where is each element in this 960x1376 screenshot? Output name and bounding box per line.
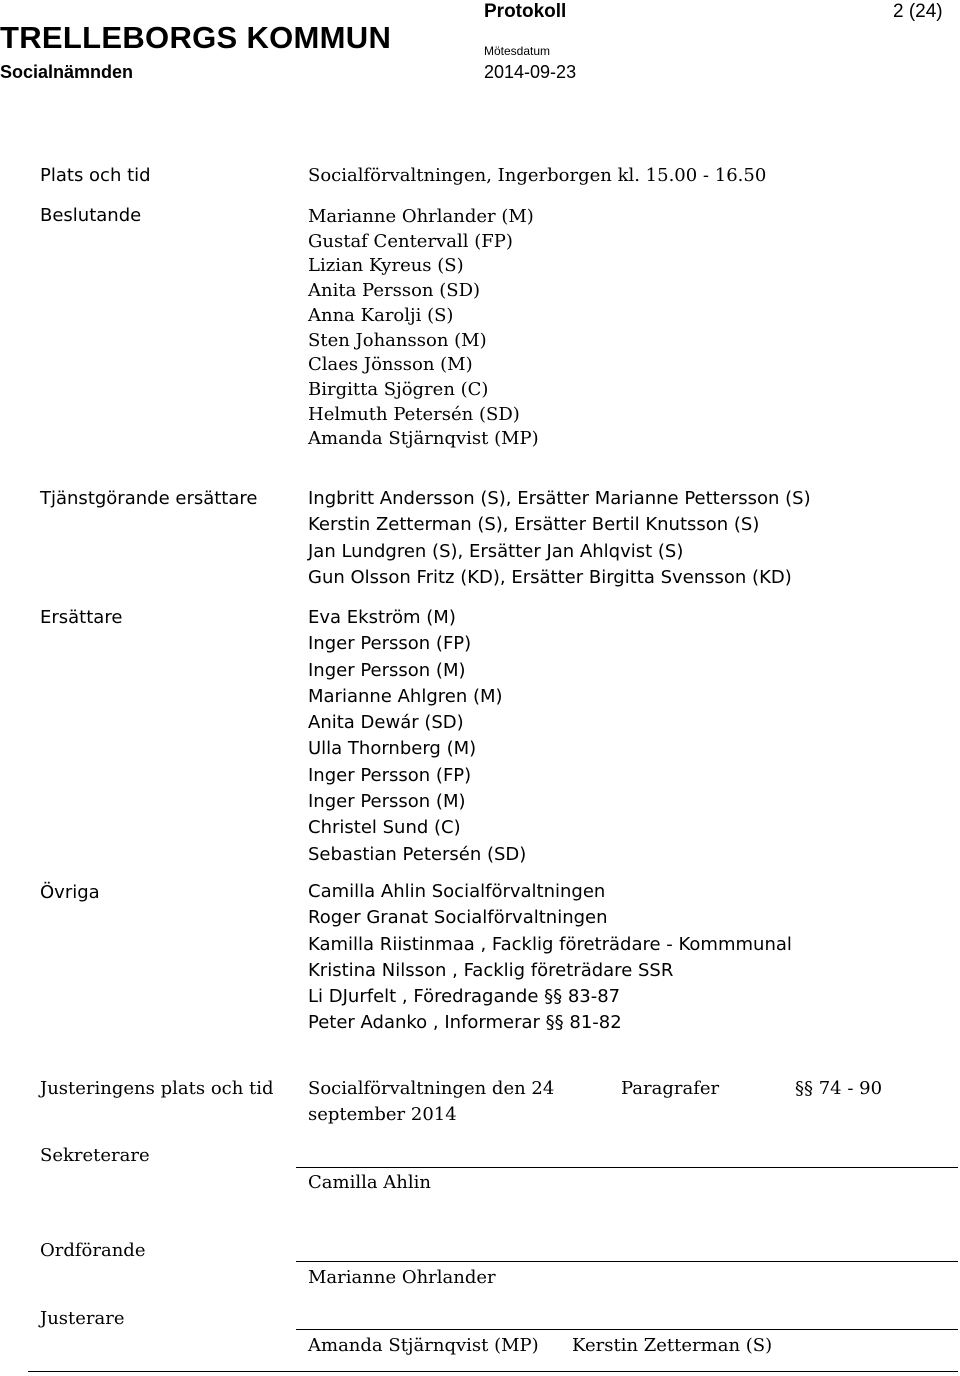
list-item: Camilla Ahlin Socialförvaltningen: [308, 881, 606, 902]
justering-place-line2: september 2014: [308, 1104, 457, 1125]
list-item: Jan Lundgren (S), Ersätter Jan Ahlqvist (S): [308, 540, 684, 562]
list-item: Inger Persson (FP): [308, 764, 472, 786]
paragrafer-value: §§ 74 - 90: [795, 1078, 883, 1099]
list-item: Ingbritt Andersson (S), Ersätter Marianne Pettersson (S): [308, 488, 811, 509]
list-item: Anita Dewár (SD): [308, 712, 464, 734]
list-item: Kristina Nilsson , Facklig företrädare SSR: [308, 959, 674, 981]
justerare-label: Justerare: [40, 1308, 125, 1329]
justerare-signature-line: [296, 1329, 958, 1330]
ordforande-label: Ordförande: [40, 1240, 146, 1261]
tjanstgorande-ersattare-list: [308, 486, 811, 591]
list-item: Inger Persson (FP): [308, 633, 472, 655]
list-item: Helmuth Petersén (SD): [308, 403, 520, 425]
list-item: Marianne Ahlgren (M): [308, 685, 503, 707]
list-item: Christel Sund (C): [308, 817, 461, 839]
justerare-name-2: Kerstin Zetterman (S): [572, 1335, 773, 1356]
list-item: Sten Johansson (M): [308, 329, 487, 351]
organization-name: TRELLEBORGS KOMMUN: [0, 20, 392, 55]
list-item: Marianne Ohrlander (M): [308, 206, 534, 227]
list-item: Eva Ekström (M): [308, 607, 456, 628]
list-item: Ulla Thornberg (M): [308, 738, 477, 760]
justering-label: Justeringens plats och tid: [40, 1078, 274, 1099]
sekreterare-label: Sekreterare: [40, 1145, 150, 1166]
ovriga-label: Övriga: [40, 882, 100, 903]
list-item: Li DJurfelt , Föredragande §§ 83-87: [308, 986, 621, 1008]
sekreterare-name: Camilla Ahlin: [308, 1172, 431, 1193]
list-item: Lizian Kyreus (S): [308, 255, 464, 277]
ordforande-name: Marianne Ohrlander: [308, 1267, 496, 1288]
list-item: Anita Persson (SD): [308, 280, 481, 302]
page-number: 2 (24): [893, 1, 943, 22]
beslutande-label: Beslutande: [40, 205, 142, 226]
meeting-date-label: Mötesdatum: [484, 44, 551, 58]
plats-och-tid-value: Socialförvaltningen, Ingerborgen kl. 15.00 - 16.50: [308, 165, 767, 186]
ovriga-list: [308, 879, 792, 1037]
list-item: Inger Persson (M): [308, 659, 466, 681]
list-item: Amanda Stjärnqvist (MP): [308, 428, 539, 450]
paragrafer-label: Paragrafer: [621, 1078, 720, 1099]
list-item: Gustaf Centervall (FP): [308, 230, 513, 252]
meeting-date: 2014-09-23: [484, 62, 577, 82]
ersattare-label: Ersättare: [40, 607, 123, 628]
list-item: Claes Jönsson (M): [308, 354, 473, 376]
list-item: Peter Adanko , Informerar §§ 81-82: [308, 1012, 622, 1034]
list-item: Anna Karolji (S): [308, 304, 454, 326]
list-item: Gun Olsson Fritz (KD), Ersätter Birgitta Svensson (KD): [308, 566, 792, 588]
ersattare-list: [308, 605, 526, 868]
ordforande-signature-line: [296, 1261, 958, 1262]
plats-och-tid-label: Plats och tid: [40, 165, 151, 186]
justering-place-line1: Socialförvaltningen den 24: [308, 1078, 555, 1099]
justerare-name-1: Amanda Stjärnqvist (MP): [308, 1335, 539, 1356]
document-type: Protokoll: [484, 1, 567, 22]
list-item: Inger Persson (M): [308, 791, 466, 813]
list-item: Birgitta Sjögren (C): [308, 378, 489, 400]
list-item: Sebastian Petersén (SD): [308, 843, 527, 865]
sekreterare-signature-line: [296, 1167, 958, 1168]
bottom-divider: [28, 1371, 958, 1372]
list-item: Roger Granat Socialförvaltningen: [308, 907, 608, 929]
tjanstgorande-ersattare-label: Tjänstgörande ersättare: [40, 488, 258, 509]
beslutande-list: [308, 205, 539, 452]
department-name: Socialnämnden: [0, 62, 134, 82]
list-item: Kerstin Zetterman (S), Ersätter Bertil Knutsson (S): [308, 514, 760, 536]
list-item: Kamilla Riistinmaa , Facklig företrädare - Kommmunal: [308, 933, 792, 955]
